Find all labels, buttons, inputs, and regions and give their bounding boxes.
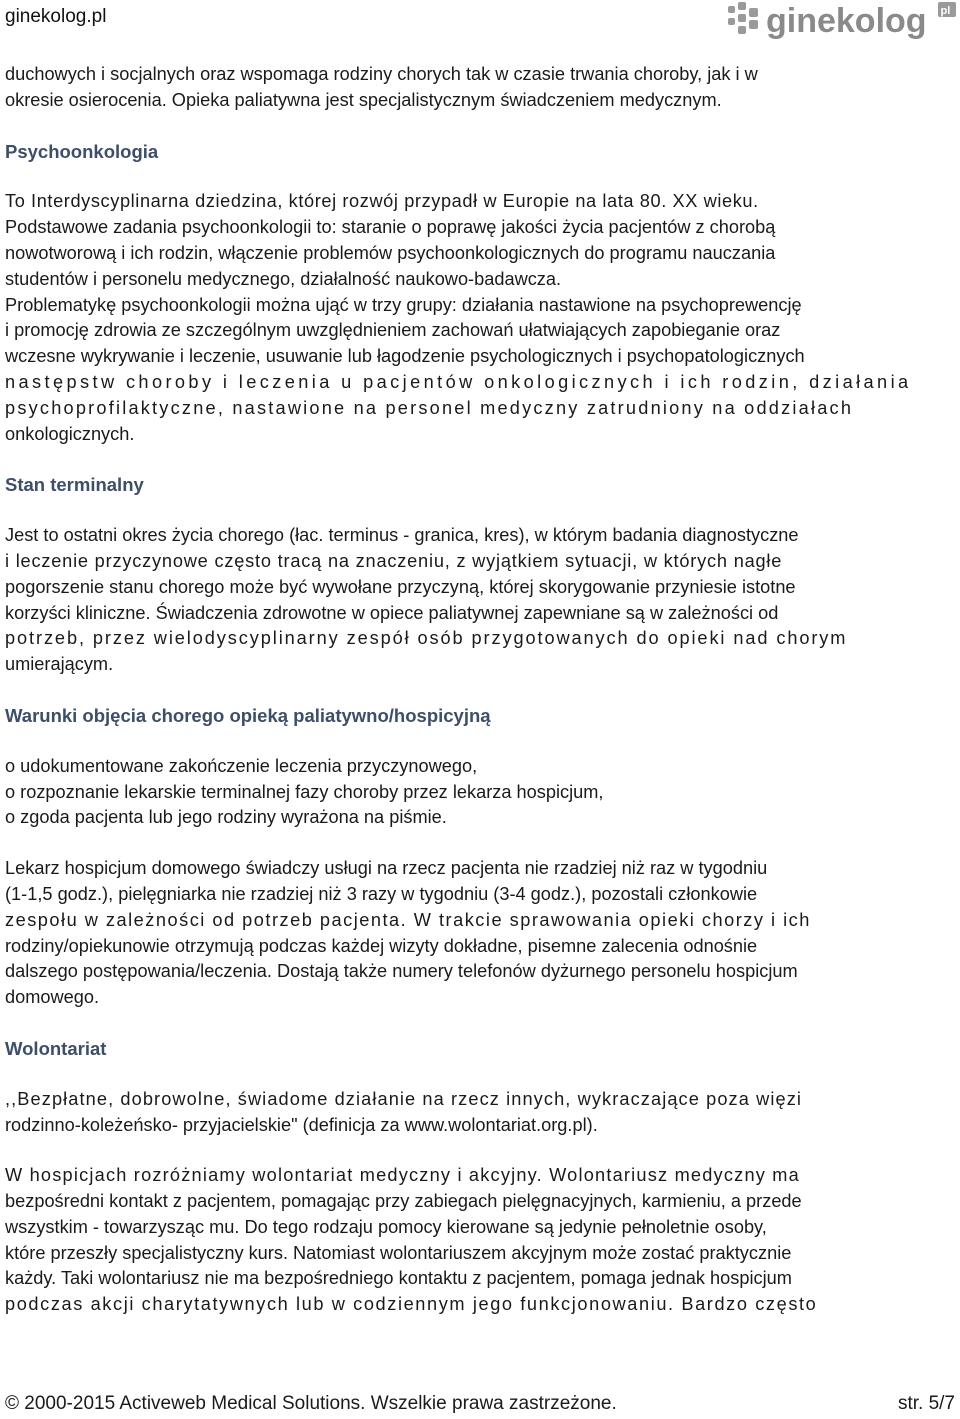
paragraph-line: potrzeb, przez wielodyscyplinarny zespół osób przygotowanych do opieki nad chorym bbox=[5, 628, 848, 649]
paragraph-line: następstw choroby i leczenia u pacjentów onkologicznych i ich rodzin, działania bbox=[5, 371, 912, 392]
ginekolog-logo bbox=[726, 0, 958, 42]
paragraph-line: i leczenie przyczynowe często tracą na znaczeniu, z wyjątkiem sytuacji, w których nagłe bbox=[5, 550, 783, 571]
paragraph-line: umierającym. bbox=[5, 654, 114, 675]
page-header bbox=[0, 0, 960, 44]
paragraph-line: To Interdyscyplinarna dziedzina, której rozwój przypadł w Europie na lata 80. XX wieku. bbox=[5, 191, 759, 212]
paragraph-line: nowotworową i ich rodzin, włączenie problemów psychoonkologicznych do programu nauczania bbox=[5, 242, 776, 263]
paragraph-line: rodziny/opiekunowie otrzymują podczas każdej wizyty dokładne, pisemne zalecenia odnośnie bbox=[5, 935, 758, 956]
page-number: str. 5/7 bbox=[897, 1393, 955, 1414]
paragraph-line: onkologicznych. bbox=[5, 423, 135, 444]
copyright-text: © 2000-2015 Activeweb Medical Solutions. Wszelkie prawa zastrzeżone. bbox=[5, 1393, 617, 1414]
article-body bbox=[5, 62, 955, 1318]
paragraph-line: (1-1,5 godz.), pielęgniarka nie rzadziej niż 3 razy w tygodniu (3-4 godz.), pozostali członkowie bbox=[5, 883, 758, 904]
paragraph-line: dalszego postępowania/leczenia. Dostają także numery telefonów dyżurnego personelu hospicjum bbox=[5, 961, 798, 982]
paragraph-line: i promocję zdrowia ze szczególnym uwzględnieniem zachowań ułatwiających zapobieganie oraz bbox=[5, 320, 781, 341]
paragraph-line: ,,Bezpłatne, dobrowolne, świadome działanie na rzecz innych, wykraczające poza więzi bbox=[5, 1088, 803, 1109]
paragraph-line: korzyści kliniczne. Świadczenia zdrowotne w opiece paliatywnej zapewniane są w zależności od bbox=[5, 602, 779, 623]
paragraph-line: które przeszły specjalistyczny kurs. Natomiast wolontariuszem akcyjnym może zostać praktycznie bbox=[5, 1242, 792, 1263]
paragraph-line: bezpośredni kontakt z pacjentem, pomagając przy zabiegach pielęgnacyjnych, karmieniu, a przede bbox=[5, 1191, 802, 1212]
paragraph-line: domowego. bbox=[5, 987, 100, 1008]
paragraph-line: wszystkim - towarzysząc mu. Do tego rodzaju pomocy kierowane są jedynie pełnoletnie osoby, bbox=[5, 1216, 767, 1237]
paragraph-line: Jest to ostatni okres życia chorego (łac. terminus - granica, kres), w którym badania diagnostyczne bbox=[5, 525, 799, 546]
paragraph-line: zespołu w zależności od potrzeb pacjenta. W trakcie sprawowania opieki chorzy i ich bbox=[5, 909, 811, 930]
paragraph-line: rodzinno-koleżeńsko- przyjacielskie" (definicja za www.wolontariat.org.pl). bbox=[5, 1114, 598, 1135]
intro-line: okresie osierocenia. Opieka paliatywna jest specjalistycznym świadczeniem medycznym. bbox=[5, 89, 722, 110]
intro-line: duchowych i socjalnych oraz wspomaga rodziny chorych tak w czasie trwania choroby, jak i w bbox=[5, 64, 758, 84]
list-item: o zgoda pacjenta lub jego rodziny wyrażona na piśmie. bbox=[5, 807, 447, 828]
heading-wolontariat: Wolontariat bbox=[5, 1037, 107, 1059]
heading-warunki: Warunki objęcia chorego opieką paliatywno/hospicyjną bbox=[5, 704, 491, 726]
paragraph-line: psychoprofilaktyczne, nastawione na personel medyczny zatrudniony na oddziałach bbox=[5, 397, 854, 418]
paragraph-line: każdy. Taki wolontariusz nie ma bezpośredniego kontaktu z pacjentem, pomaga jednak hospicjum bbox=[5, 1268, 792, 1289]
paragraph-line: W hospicjach rozróżniamy wolontariat medyczny i akcyjny. Wolontariusz medyczny ma bbox=[5, 1165, 800, 1186]
paragraph-line: podczas akcji charytatywnych lub w codziennym jego funkcjonowaniu. Bardzo często bbox=[5, 1294, 818, 1315]
list-item: o rozpoznanie lekarskie terminalnej fazy choroby przez lekarza hospicjum, bbox=[5, 781, 604, 802]
paragraph-line: Podstawowe zadania psychoonkologii to: staranie o poprawę jakości życia pacjentów z chorobą bbox=[5, 217, 776, 238]
heading-stan-terminalny: Stan terminalny bbox=[5, 474, 144, 496]
paragraph-line: Problematykę psychoonkologii można ująć w trzy grupy: działania nastawione na psychoprewencję bbox=[5, 294, 802, 315]
list-item: o udokumentowane zakończenie leczenia przyczynowego, bbox=[5, 755, 478, 776]
paragraph-line: Lekarz hospicjum domowego świadczy usługi na rzecz pacjenta nie rzadziej niż raz w tygodniu bbox=[5, 858, 768, 879]
paragraph-line: pogorszenie stanu chorego może być wywołane przyczyną, której skorygowanie przyniesie istotne bbox=[5, 576, 796, 597]
logo-suffix: pl bbox=[940, 5, 951, 17]
paragraph-line: wczesne wykrywanie i leczenie, usuwanie lub łagodzenie psychologicznych i psychopatologicznych bbox=[5, 346, 805, 367]
heading-psychoonkologia: Psychoonkologia bbox=[5, 140, 159, 162]
logo-text: ginekolog bbox=[766, 2, 927, 40]
paragraph-line: studentów i personelu medycznego, działalność naukowo-badawcza. bbox=[5, 268, 562, 289]
site-name: ginekolog.pl bbox=[5, 6, 107, 27]
